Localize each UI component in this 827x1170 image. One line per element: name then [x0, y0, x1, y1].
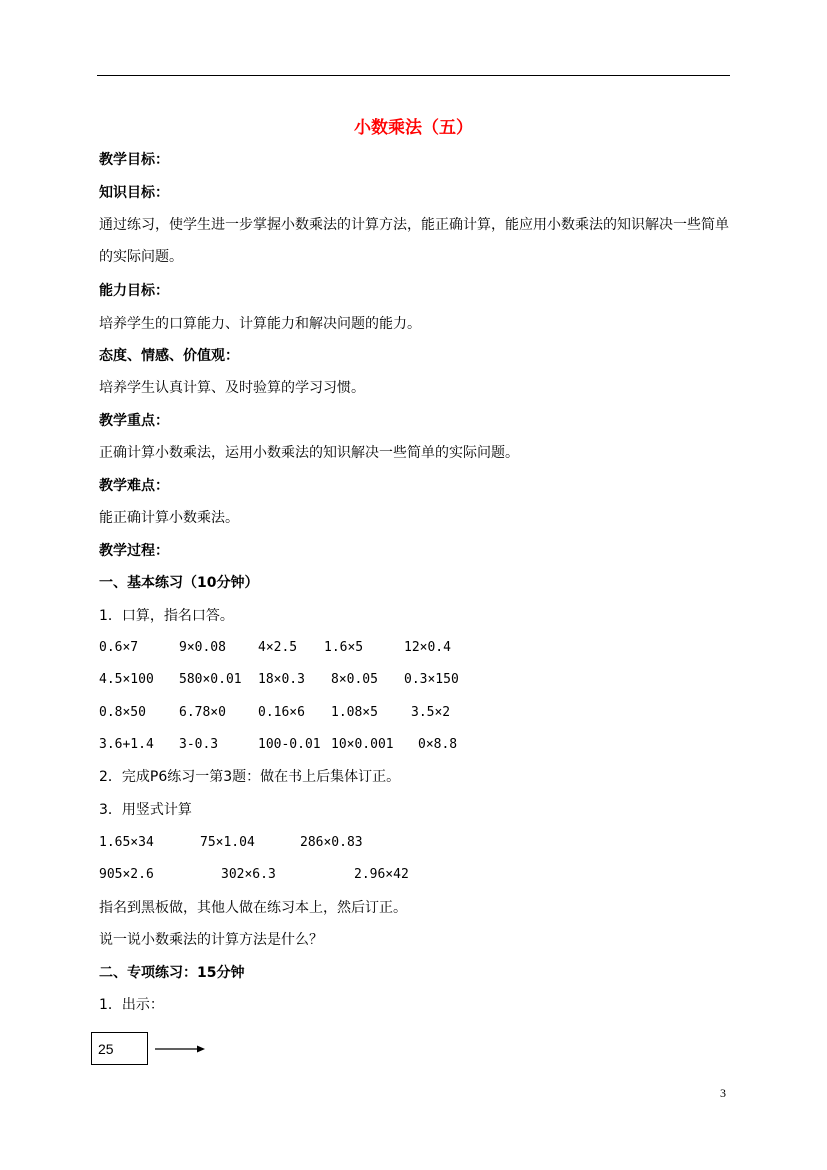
oral-cell: 0×8.8: [418, 737, 458, 752]
oral-cell: 4.5×100: [99, 672, 154, 687]
value-box-text: 25: [98, 1041, 114, 1057]
oral-cell: 10×0.001: [331, 737, 394, 752]
oral-cell: 4×2.5: [258, 640, 298, 655]
oral-cell: 1.08×5: [331, 705, 378, 720]
vertical-cell: 905×2.6: [99, 867, 154, 882]
oral-cell: 3.6+1.4: [99, 737, 154, 752]
part1-heading: 一、基本练习（10分钟）: [99, 575, 259, 591]
vertical-cell: 2.96×42: [354, 867, 409, 882]
oral-cell: 3.5×2: [411, 705, 451, 720]
oral-cell: 18×0.3: [258, 672, 305, 687]
difficulty-heading: 教学难点：: [99, 478, 169, 494]
item1-text: 1．口算，指名口答。: [99, 608, 234, 624]
oral-cell: 0.3×150: [404, 672, 459, 687]
oral-cell: 9×0.08: [179, 640, 226, 655]
question-text: 说一说小数乘法的计算方法是什么？: [99, 932, 323, 948]
oral-cell: 3-0.3: [179, 737, 219, 752]
part2-heading: 二、专项练习：15分钟: [99, 965, 245, 981]
oral-cell: 6.78×0: [179, 705, 226, 720]
knowledge-heading: 知识目标：: [99, 185, 169, 201]
knowledge-text: 通过练习，使学生进一步掌握小数乘法的计算方法，能正确计算，能应用小数乘法的知识解决一些简单的实际问题。: [99, 217, 729, 265]
process-heading: 教学过程：: [99, 543, 169, 559]
vertical-cell: 1.65×34: [99, 835, 154, 850]
oral-cell: 100-0.01: [258, 737, 321, 752]
oral-cell: 8×0.05: [331, 672, 378, 687]
difficulty-text: 能正确计算小数乘法。: [99, 510, 239, 526]
right-arrow-icon: [155, 1042, 205, 1056]
vertical-cell: 286×0.83: [300, 835, 363, 850]
item3-text: 3．用竖式计算: [99, 802, 192, 818]
attitude-text: 培养学生认真计算、及时验算的学习习惯。: [99, 380, 365, 396]
oral-cell: 0.16×6: [258, 705, 305, 720]
goals-heading: 教学目标：: [99, 152, 169, 168]
vertical-cell: 75×1.04: [200, 835, 255, 850]
value-box: [91, 1032, 148, 1065]
vertical-cell: 302×6.3: [221, 867, 276, 882]
board-text: 指名到黑板做，其他人做在练习本上，然后订正。: [99, 900, 407, 916]
oral-cell: 0.6×7: [99, 640, 139, 655]
oral-cell: 12×0.4: [404, 640, 451, 655]
item2-text: 2．完成P6练习一第3题：做在书上后集体订正。: [99, 769, 401, 785]
oral-cell: 1.6×5: [324, 640, 364, 655]
ability-heading: 能力目标：: [99, 283, 169, 299]
header-rule: [97, 75, 730, 76]
page-title: 小数乘法（五）: [354, 118, 473, 138]
oral-cell: 0.8×50: [99, 705, 146, 720]
ability-text: 培养学生的口算能力、计算能力和解决问题的能力。: [99, 316, 421, 332]
attitude-heading: 态度、情感、价值观：: [99, 348, 239, 364]
key-heading: 教学重点：: [99, 413, 169, 429]
page-number: 3: [720, 1086, 726, 1100]
oral-cell: 580×0.01: [179, 672, 242, 687]
item-show-text: 1．出示：: [99, 997, 164, 1013]
key-text: 正确计算小数乘法，运用小数乘法的知识解决一些简单的实际问题。: [99, 445, 519, 461]
